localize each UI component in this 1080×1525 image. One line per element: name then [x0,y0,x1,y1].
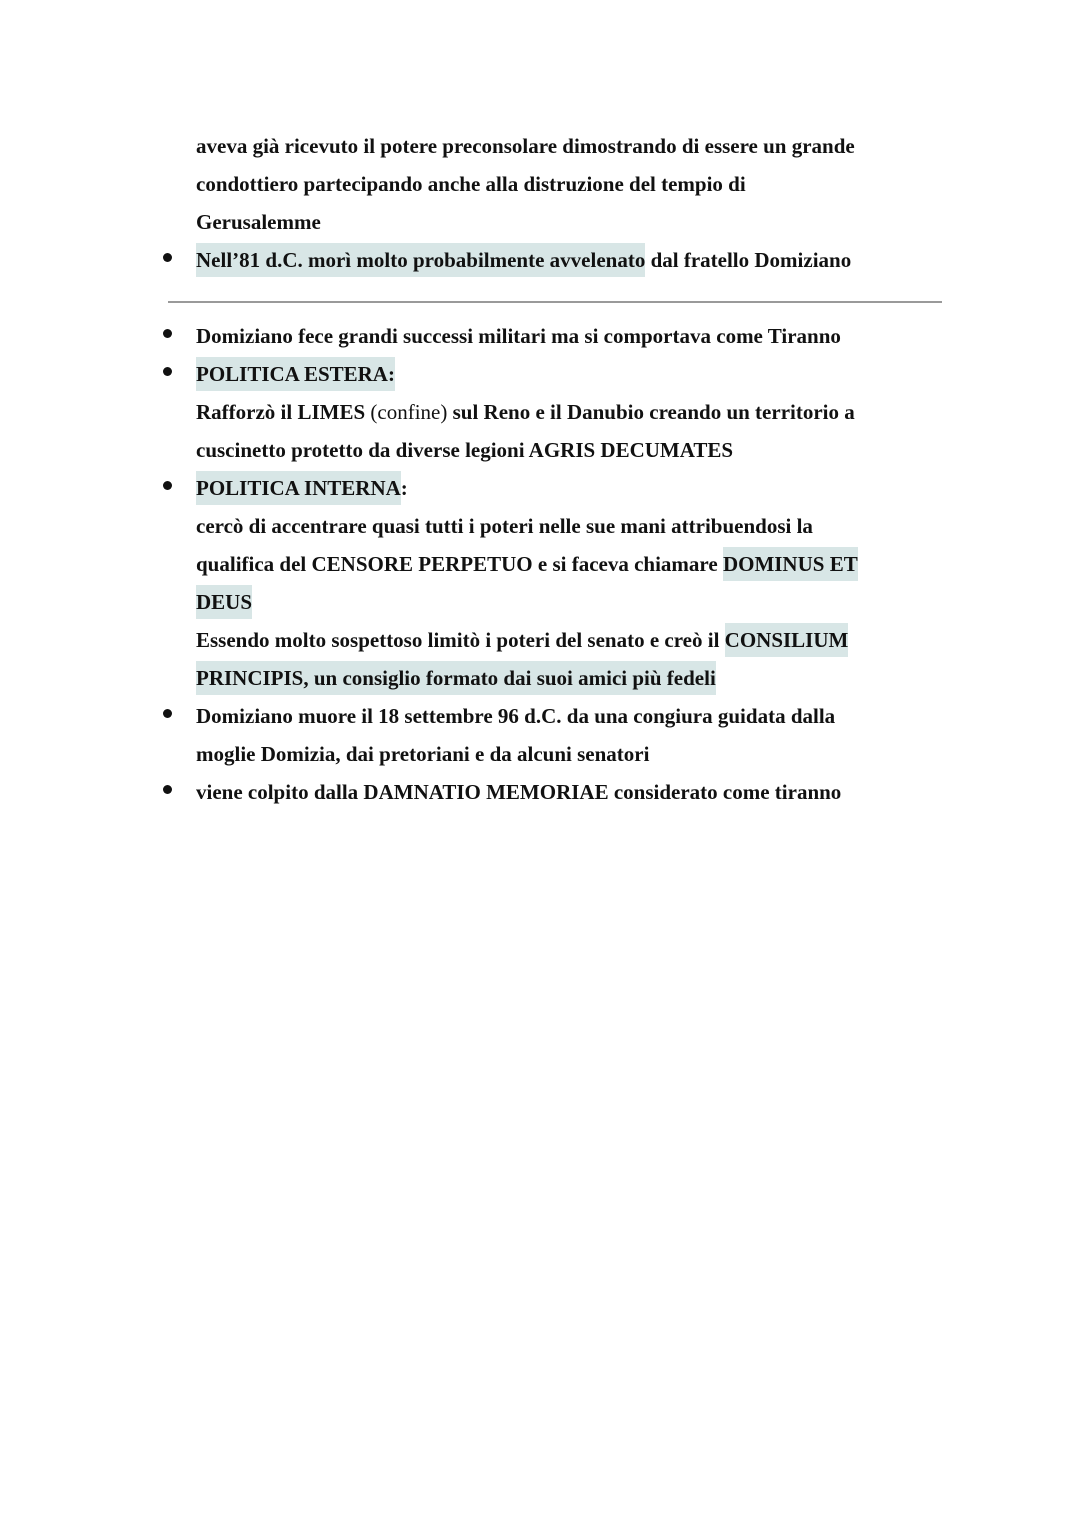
highlighted-text: POLITICA ESTERA: [196,357,395,391]
text-segment: Rafforzò il LIMES [196,400,371,424]
highlighted-text: Nell’81 d.C. morì molto probabilmente avvelenato [196,243,645,277]
text-segment: dal fratello Domiziano [645,248,852,272]
text-line: condottiero partecipando anche alla distruzione del tempio di [196,172,746,196]
text-segment: : [400,476,408,500]
bullet-icon [163,253,172,262]
text-line [196,583,940,621]
text-line: viene colpito dalla DAMNATIO MEMORIAE considerato come tiranno [196,780,842,804]
bullet-icon [163,481,172,490]
bullet-icon [163,709,172,718]
list-item [160,697,940,773]
bullet-icon [163,329,172,338]
text-line: cuscinetto protetto da diverse legioni AGRIS DECUMATES [196,438,734,462]
text-segment: (confine) [370,400,448,424]
text-line: Domiziano fece grandi successi militari ma si comportava come Tiranno [196,324,841,348]
text-line [196,659,940,697]
highlighted-text: PRINCIPIS, un consiglio formato dai suoi amici più fedeli [196,661,716,695]
text-line: Gerusalemme [196,210,321,234]
text-line [196,545,940,583]
bullet-icon [163,785,172,794]
text-line [196,393,940,431]
text-line [196,469,940,507]
bullet-icon [163,367,172,376]
text-line [196,621,940,659]
highlighted-text: POLITICA INTERNA [196,471,401,505]
continued-paragraph [160,127,940,241]
text-line [196,355,940,393]
highlighted-text: DEUS [196,585,252,619]
list-item [160,317,940,355]
text-line: moglie Domizia, dai pretoriani e da alcuni senatori [196,742,650,766]
text-line: Domiziano muore il 18 settembre 96 d.C. da una congiura guidata dalla [196,704,836,728]
text-line: cercò di accentrare quasi tutti i poteri nelle sue mani attribuendosi la [196,514,813,538]
text-segment: sul Reno e il Danubio creando un territorio a [447,400,855,424]
horizontal-divider [168,301,942,303]
text-segment: Essendo molto sospettoso limitò i poteri del senato e creò il [196,628,725,652]
text-line: aveva già ricevuto il potere preconsolare dimostrando di essere un grande [196,134,855,158]
bottom-section [160,317,940,811]
text-line [196,241,940,279]
highlighted-text: DOMINUS ET [723,547,858,581]
list-item [160,241,940,279]
text-segment: qualifica del CENSORE PERPETUO e si faceva chiamare [196,552,723,576]
list-item [160,773,940,811]
list-item [160,469,940,697]
list-item [160,355,940,469]
top-section [160,127,940,279]
highlighted-text: CONSILIUM [725,623,849,657]
